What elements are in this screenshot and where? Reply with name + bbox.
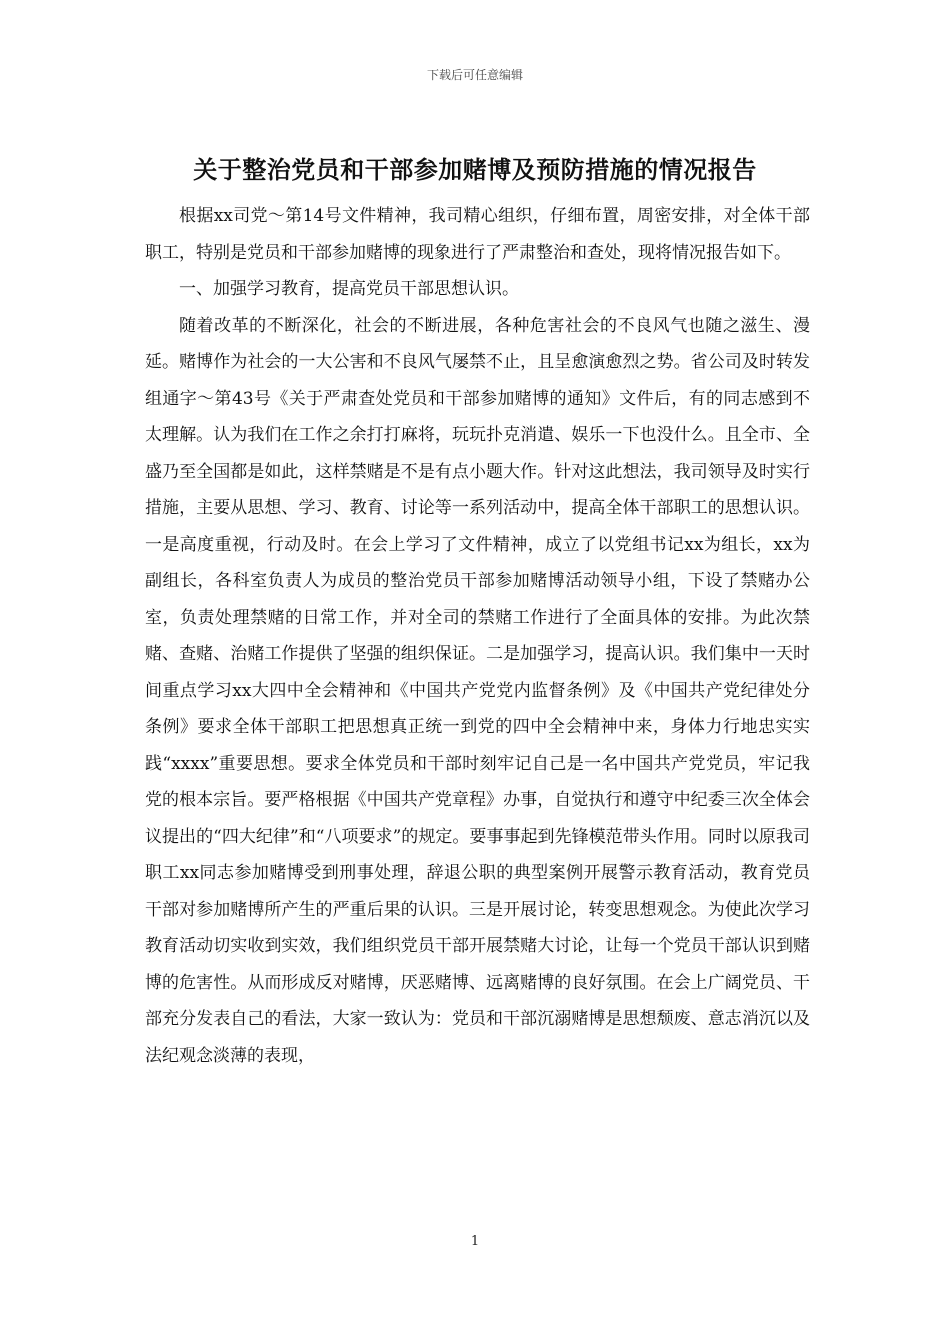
header-note: 下载后可任意编辑: [426, 68, 523, 82]
document-body: [145, 198, 810, 1074]
page-number: 1: [470, 1234, 480, 1249]
paragraph-section-heading: 一、加强学习教育，提高党员干部思想认识。: [179, 279, 519, 299]
paragraph-intro: 根据xx司党～第14号文件精神，我司精心组织，仔细布置，周密安排，对全体干部职工，特别是党员和干部参加赌博的现象进行了严肃整治和查处，现将情况报告如下。: [145, 206, 810, 263]
paragraph-main: 随着改革的不断深化，社会的不断进展，各种危害社会的不良风气也随之滋生、漫延。赌博作为社会的一大公害和不良风气屡禁不止，且呈愈演愈烈之势。省公司及时转发组通字～第43号《关于严肃查处党员和干部参加赌博的通知》文件后，有的同志感到不太理解。认为我们在工作之余打打麻将，玩玩扑克消遣、娱乐一下也没什么。且全市、全盛乃至全国都是如此，这样禁赌是不是有点小题大作。针对这此想法，我司领导及时实行措施，主要从思想、学习、教育、讨论等一系列活动中，提高全体干部职工的思想认识。一是高度重视，行动及时。在会上学习了文件精神，成立了以党组书记xx为组长，xx为副组长，各科室负责人为成员的整治党员干部参加赌博活动领导小组，下设了禁赌办公室，负责处理禁赌的日常工作，并对全司的禁赌工作进行了全面具体的安排。为此次禁赌、查赌、治赌工作提供了坚强的组织保证。二是加强学习，提高认识。我们集中一天时间重点学习xx大四中全会精神和《中国共产党党内监督条例》及《中国共产党纪律处分条例》要求全体干部职工把思想真正统一到党的四中全会精神中来，身体力行地忠实实践“xxxx”重要思想。要求全体党员和干部时刻牢记自己是一名中国共产党党员，牢记我党的根本宗旨。要严格根据《中国共产党章程》办事，自觉执行和遵守中纪委三次全体会议提出的“四大纪律”和“八项要求”的规定。要事事起到先锋模范带头作用。同时以原我司职工xx同志参加赌博受到刑事处理，辞退公职的典型案例开展警示教育活动，教育党员干部对参加赌博所产生的严重后果的认识。三是开展讨论，转变思想观念。为使此次学习教育活动切实收到实效，我们组织党员干部开展禁赌大讨论，让每一个党员干部认识到赌博的危害性。从而形成反对赌博，厌恶赌博、远离赌博的良好氛围。在会上广阔党员、干部充分发表自己的看法，大家一致认为：党员和干部沉溺赌博是思想颓废、意志消沉以及法纪观念淡薄的表现，: [145, 315, 810, 1066]
document-title: 关于整治党员和干部参加赌博及预防措施的情况报告: [193, 155, 757, 184]
